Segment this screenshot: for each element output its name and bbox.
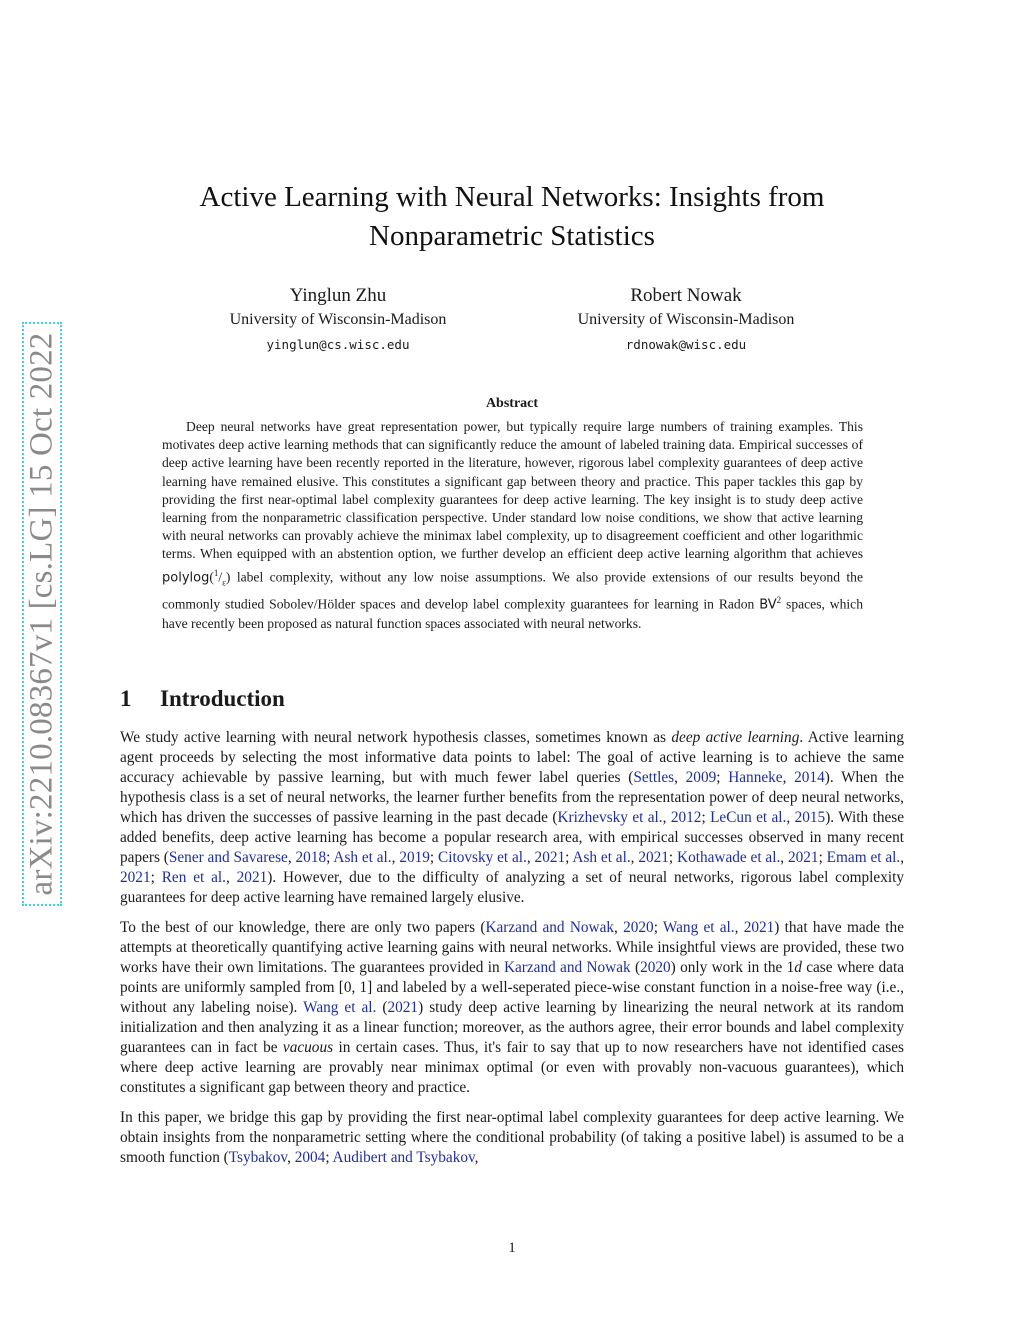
abstract-body: Deep neural networks have great representation power, but typically require large numbers of training examples. This motivates deep active learning methods that can significantly reduce the amount of labeled training data. Empirical successes of deep active learning have been recently reported in the literature, however, rigorous label complexity guarantees of deep active learning have remained elusive. This constitutes a significant gap between theory and practice. This paper tackles this gap by providing the first near-optimal label complexity guarantees for deep active learning. The key insight is to study deep active learning from the nonparametric classification perspective. Under standard low noise conditions, we show that active learning with neural networks can provably achieve the minimax label complexity, up to disagreement coefficient and other logarithmic terms. When equipped with an abstention option, we further develop an efficient deep active learning algorithm that achieves $polylog(^1/_\varepsilon)$ label complexity, without any low noise assumptions. We also provide extensions of our results beyond the commonly studied Sobolev/Hölder spaces and develop label complexity guarantees for learning in Radon $BV^2$ spaces, which have recently been proposed as natural function spaces associated with neural networks. — [162, 419, 864, 631]
abstract-text: label complexity, without any low noise assumptions. We also provide extensions of our results beyond the commonly studied Sobolev/Hölder spaces and develop label complexity guarantees for learning in Radon — [162, 569, 863, 612]
citation-link[interactable]: 2021 — [534, 849, 566, 866]
citation-link[interactable]: Audibert and Tsybakov — [332, 1149, 475, 1166]
paper-title — [120, 178, 904, 256]
citation-link[interactable]: Settles — [633, 769, 675, 786]
citation-link[interactable]: Wang et al. — [662, 919, 735, 936]
citation-link[interactable]: Ash et al. — [572, 849, 631, 866]
abstract-heading: Abstract — [485, 396, 539, 411]
text-run: To the best of our knowledge, there are only two papers ( — [120, 919, 486, 936]
citation-link[interactable]: 2021 — [120, 869, 151, 886]
sep: ; — [325, 1149, 333, 1166]
bv-term: BV — [759, 597, 777, 613]
citation-link[interactable]: Krizhevsky et al. — [557, 809, 663, 826]
polylog-term: polylog — [162, 570, 210, 586]
citation-link[interactable]: 2020 — [623, 919, 654, 936]
sep: , — [662, 809, 671, 826]
page-number: 1 — [508, 1240, 516, 1256]
sep: ( — [630, 959, 641, 976]
sep: ; — [701, 809, 711, 826]
citation-link[interactable]: 2019 — [399, 849, 430, 866]
citation-link[interactable]: 2015 — [794, 809, 826, 826]
text-run: ) study deep active learning by linearizing the neural network at its random initialization and then analyzing it as a linear function; moreover, as the authors agree, their error bounds and label complexity guarantees can in fact be — [120, 999, 904, 1056]
sep: , — [287, 849, 296, 866]
title-line-2: Nonparametric Statistics — [369, 220, 655, 252]
section-title: Introduction — [160, 686, 285, 711]
text-run: ). However, due to the difficulty of analyzing a set of neural networks, rigorous label complexity guarantees for deep active learning have remained largely elusive. — [120, 869, 904, 906]
title-line-1: Active Learning with Neural Networks: Insights from — [199, 181, 825, 213]
abstract-text: Deep neural networks have great representation power, but typically require large numbers of training examples. This motivates deep active learning methods that can significantly reduce the amount of labeled training data. Empirical successes of deep active learning have been recently reported in the literature, however, rigorous label complexity guarantees of deep active learning have remained elusive. This constitutes a significant gap between theory and practice. This paper tackles this gap by providing the first near-optimal label complexity guarantees for deep active learning. The key insight is to study deep active learning from the nonparametric classification perspective. Under standard low noise conditions, we show that active learning with neural networks can provably achieve the minimax label complexity, up to disagreement coefficient and other logarithmic terms. When equipped with an abstention option, we further develop an efficient deep active learning algorithm that achieves — [162, 419, 863, 562]
citation-link[interactable]: 2004 — [294, 1149, 326, 1166]
sep: , — [287, 1149, 295, 1166]
author-email: yinglun@cs.wisc.edu — [266, 337, 410, 352]
text-run: . Active learning agent proceeds by selecting the most informative data points to label: The goal of active learning is to achieve the same accuracy achievable by passive learning, but with much fewer label queries ( — [120, 729, 904, 786]
citation-link[interactable]: 2018 — [295, 849, 327, 866]
section-number: 1 — [120, 686, 132, 711]
citation-link[interactable]: Emam et al. — [826, 849, 901, 866]
sep: ; — [326, 849, 334, 866]
paragraph-1 — [120, 728, 904, 908]
author-email: rdnowak@wisc.edu — [625, 337, 747, 352]
citation-link[interactable]: 2009 — [685, 769, 717, 786]
citation-link[interactable]: Citovsky et al. — [438, 849, 527, 866]
citation-link[interactable]: 2021 — [743, 919, 775, 936]
emphasis: vacuous — [282, 1039, 334, 1056]
citation-link[interactable]: 2012 — [670, 809, 702, 826]
citation-link[interactable]: Tsybakov — [228, 1149, 288, 1166]
sep: ; — [668, 849, 678, 866]
abstract-text: spaces, which have recently been proposed as natural function spaces associated with neural networks. — [162, 596, 864, 631]
sep: ; — [565, 849, 573, 866]
citation-link[interactable]: 2021 — [387, 999, 419, 1016]
author-name: Yinglun Zhu — [289, 285, 387, 306]
sep: ; — [150, 869, 162, 886]
emphasis: deep active learning — [671, 729, 800, 746]
frac-num: 1 — [213, 567, 219, 578]
citation-link[interactable]: Ash et al. — [333, 849, 392, 866]
arxiv-stamp-text: arXiv:2210.08367v1 [cs.LG] 15 Oct 2022 — [23, 332, 60, 896]
citation-link[interactable]: Karzand and Nowak — [503, 959, 631, 976]
text-run: ) only work in the 1 — [670, 959, 795, 976]
frac-den: ε — [222, 576, 226, 587]
citation-link[interactable]: 2021 — [236, 869, 268, 886]
author-name: Robert Nowak — [630, 285, 742, 306]
citation-link[interactable]: Ren et al. — [161, 869, 226, 886]
sep: ; — [716, 769, 729, 786]
author-1 — [188, 284, 488, 358]
paragraph-2 — [120, 918, 904, 1098]
citation-link[interactable]: 2020 — [640, 959, 671, 976]
citation-link[interactable]: 2021 — [787, 849, 819, 866]
text-run: ) that have made the attempts at theoretically quantifying active learning gains with neural networks. While insightful views are provided, these two works have their own limitations. The guarantees provided in — [120, 919, 904, 976]
sep: , — [734, 919, 744, 936]
sep: ; — [653, 919, 663, 936]
citation-link[interactable]: Wang et al. — [303, 999, 377, 1016]
sep: , — [900, 849, 905, 866]
author-affiliation: University of Wisconsin-Madison — [229, 311, 447, 328]
citation-link[interactable]: 2014 — [794, 769, 825, 786]
citation-link[interactable]: Sener and Savarese — [168, 849, 288, 866]
text-run: ). With these added benefits, deep active learning has become a popular research area, with empirical successes observed in many recent papers ( — [120, 809, 905, 866]
sep: , — [782, 769, 795, 786]
sep: ( — [376, 999, 388, 1016]
citation-link[interactable]: LeCun et al. — [710, 809, 787, 826]
sep: , — [674, 769, 686, 786]
sep: , — [630, 849, 639, 866]
sep: , — [391, 849, 400, 866]
citation-link[interactable]: Hanneke — [728, 769, 783, 786]
body-text — [120, 728, 904, 1178]
text-run: We study active learning with neural network hypothesis classes, sometimes known as — [120, 729, 672, 746]
citation-link[interactable]: Kothawade et al. — [677, 849, 781, 866]
bv-sup: 2 — [776, 595, 782, 606]
text-run: case where data points are uniformly sampled from [0, 1] and labeled by a well-seperated piece-wise constant function in a noise-free way (i.e., without any labeling noise). — [120, 959, 904, 1016]
emphasis: d — [794, 959, 802, 976]
text-run: in certain cases. Thus, it's fair to say that up to now researchers have not identified cases where deep active learning are provably near minimax optimal (or even with provably non-vacuous guarantees), which constitutes a significant gap between theory and practice. — [120, 1039, 904, 1096]
sep: , — [780, 849, 788, 866]
sep: , — [526, 849, 535, 866]
text-run: ). When the hypothesis class is a set of neural networks, the learner further benefits from the representation power of deep neural networks, which has driven the successes of passive learning in the past decade ( — [120, 769, 904, 826]
text-run: , — [474, 1149, 479, 1166]
author-affiliation: University of Wisconsin-Madison — [577, 311, 795, 328]
sep: , — [225, 869, 237, 886]
sep: ; — [818, 849, 827, 866]
citation-link[interactable]: Karzand and Nowak — [485, 919, 615, 936]
sep: , — [786, 809, 795, 826]
text-run: In this paper, we bridge this gap by providing the first near-optimal label complexity guarantees for deep active learning. We obtain insights from the nonparametric setting where the conditional probability (of taking a positive label) is assumed to be a smooth function ( — [120, 1109, 904, 1166]
citation-link[interactable]: 2021 — [638, 849, 669, 866]
section-heading — [120, 686, 285, 712]
arxiv-stamp — [22, 322, 62, 906]
paragraph-3 — [120, 1108, 904, 1168]
sep: , — [614, 919, 624, 936]
sep: ; — [429, 849, 439, 866]
author-2 — [536, 284, 836, 358]
